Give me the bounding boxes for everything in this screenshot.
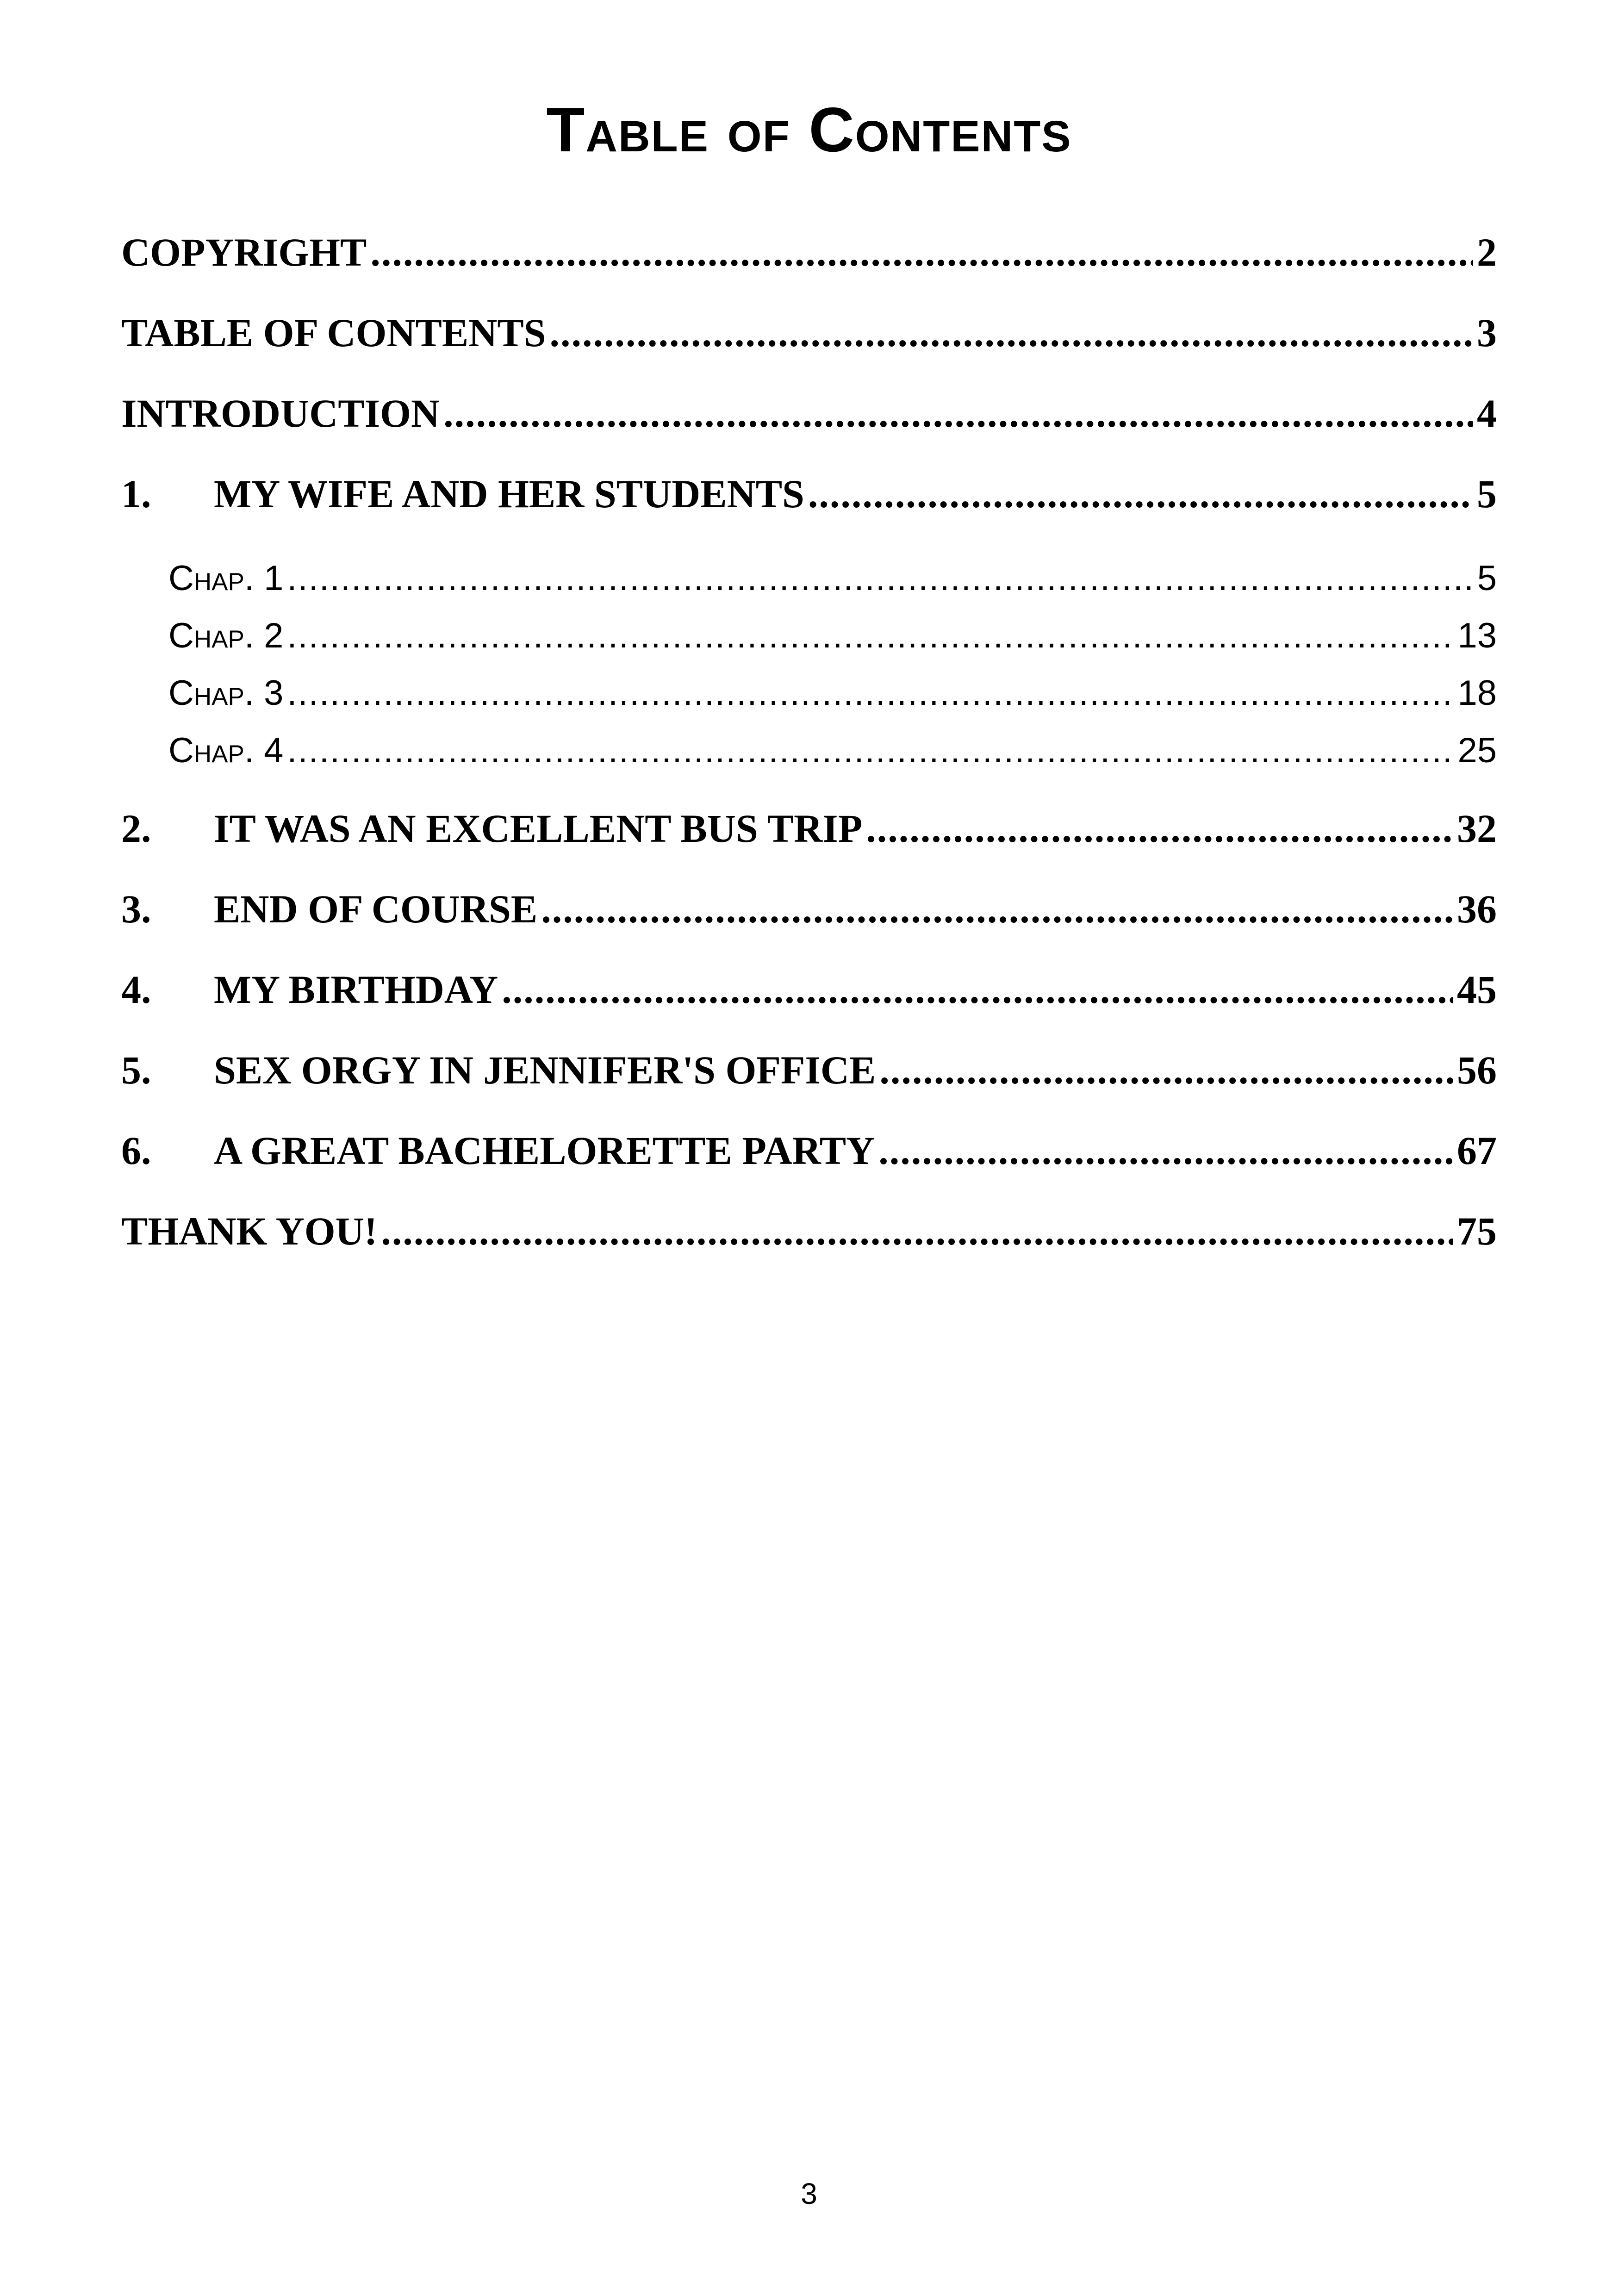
toc-entry-table-of-contents[interactable] [121, 307, 1497, 358]
dot-leader [443, 388, 1473, 439]
dot-leader [879, 1045, 1453, 1095]
dot-leader [287, 556, 1473, 601]
toc-entry-page: 36 [1457, 887, 1497, 931]
toc-entry-chapter-3[interactable] [121, 884, 1497, 934]
dot-leader [550, 307, 1473, 358]
toc-entry-label: Chap. 4 [168, 731, 284, 770]
toc-entry-page: 4 [1477, 391, 1497, 436]
dot-leader [287, 671, 1454, 716]
dot-leader [287, 614, 1454, 658]
toc-entry-label: MY WIFE AND HER STUDENTS [214, 472, 804, 516]
toc-entry-thank-you[interactable] [121, 1206, 1497, 1257]
dot-leader [381, 1206, 1453, 1257]
toc-entry-page: 67 [1457, 1128, 1497, 1173]
toc-entry-page: 5 [1477, 559, 1497, 598]
toc-entry-page: 3 [1477, 311, 1497, 355]
toc-entry-label: Chap. 2 [168, 616, 284, 655]
toc-entry-label: A GREAT BACHELORETTE PARTY [214, 1128, 875, 1173]
toc-entry-number: 3. [121, 887, 151, 931]
toc-entry-label: Chap. 3 [168, 673, 284, 713]
dot-leader [866, 803, 1453, 854]
toc-subentry-chap-4[interactable] [168, 728, 1497, 773]
toc-entry-page: 25 [1457, 731, 1497, 770]
toc-subentry-chap-1[interactable] [168, 556, 1497, 601]
dot-leader [502, 964, 1453, 1015]
toc-entry-label: INTRODUCTION [121, 391, 440, 436]
toc-entry-label: END OF COURSE [214, 887, 538, 931]
toc-entry-page: 45 [1457, 967, 1497, 1012]
toc-entry-label: THANK YOU! [121, 1209, 378, 1253]
toc-entry-chapter-4[interactable] [121, 964, 1497, 1015]
toc-entry-copyright[interactable] [121, 227, 1497, 278]
toc-subentry-chap-3[interactable] [168, 671, 1497, 716]
toc-entry-label: MY BIRTHDAY [214, 967, 498, 1012]
toc-entry-number: 6. [121, 1128, 151, 1173]
toc-entry-label: IT WAS AN EXCELLENT BUS TRIP [214, 806, 863, 851]
toc-entry-label: SEX ORGY IN JENNIFER'S OFFICE [214, 1048, 876, 1092]
dot-leader [878, 1125, 1453, 1176]
toc-entry-label: Chap. 1 [168, 559, 284, 598]
dot-leader [808, 468, 1473, 519]
toc-entry-chapter-5[interactable] [121, 1045, 1497, 1095]
page-title: Table of Contents [546, 94, 1072, 165]
toc-entry-page: 13 [1457, 616, 1497, 655]
dot-leader [370, 227, 1473, 278]
toc-entry-page: 18 [1457, 673, 1497, 713]
toc-entry-chapter-2[interactable] [121, 803, 1497, 854]
toc-entry-page: 75 [1457, 1209, 1497, 1253]
toc-entry-chapter-1[interactable] [121, 468, 1497, 519]
toc-entry-introduction[interactable] [121, 388, 1497, 439]
toc-entry-page: 5 [1477, 472, 1497, 516]
toc-entry-number: 4. [121, 967, 151, 1012]
dot-leader [541, 884, 1453, 934]
toc-subentry-chap-2[interactable] [168, 614, 1497, 658]
page-number: 3 [801, 2177, 817, 2210]
toc-entry-label: COPYRIGHT [121, 230, 367, 274]
dot-leader [287, 728, 1454, 773]
toc-entry-number: 2. [121, 806, 151, 851]
toc-entry-number: 5. [121, 1048, 151, 1092]
toc-entry-label: TABLE OF CONTENTS [121, 311, 546, 355]
toc-entry-number: 1. [121, 472, 151, 516]
toc-entry-page: 2 [1477, 230, 1497, 274]
toc-entry-page: 56 [1457, 1048, 1497, 1092]
toc-entry-chapter-6[interactable] [121, 1125, 1497, 1176]
toc-entry-page: 32 [1457, 806, 1497, 851]
